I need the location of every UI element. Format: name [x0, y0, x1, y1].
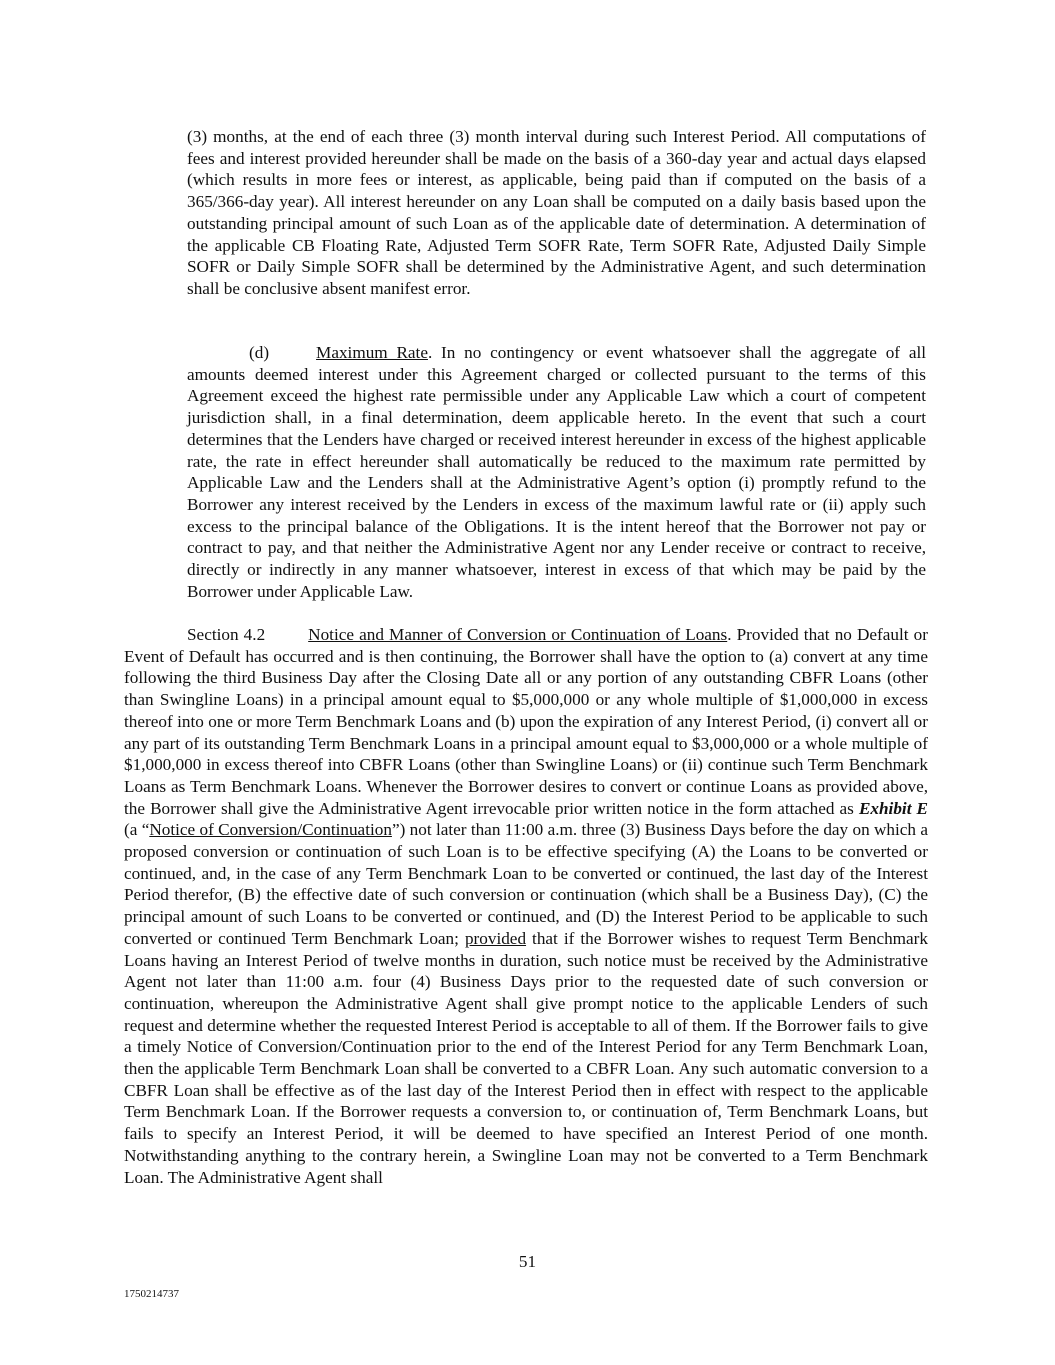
section-body-part-2: (a “	[124, 820, 150, 840]
section-body-part-3: ”) not later than 11:00 a.m. three (3) Business Days before the day on which a proposed conversion or continuation of such Loan is to be effective specifying (A) the Loans to be converted or continued, and, in the case of any Term Benchmark Loan to be converted or continued, the last day of the Interest Period therefor, (B) the effective date of such conversion or continuation (which shall be a Business Day), (C) the principal amount of such Loans to be converted or continued, and (D) the Interest Period to be applicable to such converted or continued Term Benchmark Loan;	[124, 820, 928, 948]
page-number: 51	[518, 1252, 537, 1271]
paragraph-interest-computation: (3) months, at the end of each three (3) month interval during such Interest Period. All computations of fees and interest provided hereunder shall be made on the basis of a 360-day year and actual days elapsed (which results in more fees or interest, as applicable, being paid than if computed on the basis of a 365/366-day year). All interest hereunder on any Loan shall be computed on a daily basis based upon the outstanding principal amount of such Loan as of the applicable date of determination. A determination of the applicable CB Floating Rate, Adjusted Term SOFR Rate, Term SOFR Rate, Adjusted Daily Simple SOFR or Daily Simple SOFR shall be determined by the Administrative Agent, and such determination shall be conclusive absent manifest error.	[187, 127, 926, 298]
defined-term: Notice of Conversion/Continuation	[149, 820, 392, 840]
section-body-part-4: that if the Borrower wishes to request Term Benchmark Loans having an Interest Period of twelve months in duration, such notice must be received by the Administrative Agent not later than 11:00 a.m. four (4) Business Days prior to the requested date of such conversion or continuation, whereupon the Administrative Agent shall give prompt notice to the applicable Lenders of such request and determine whether the requested Interest Period is acceptable to all of them. If the Borrower fails to give a timely Notice of Conversion/Continuation prior to the end of the Interest Period for any Term Benchmark Loan, then the applicable Term Benchmark Loan shall be converted to a CBFR Loan. Any such automatic conversion to a CBFR Loan shall be effective as of the last day of the Interest Period then in effect with respect to the applicable Term Benchmark Loan. If the Borrower requests a conversion to, or continuation of, Term Benchmark Loans, but fails to specify an Interest Period, it will be deemed to have specified an Interest Period of one month. Notwithstanding anything to the contrary herein, a Swingline Loan may not be converted to a Term Benchmark Loan. The Administrative Agent shall	[124, 928, 928, 1187]
section-4-2-paragraph	[124, 624, 928, 1188]
subsection-body: . In no contingency or event whatsoever shall the aggregate of all amounts deemed interest under this Agreement charged or collected pursuant to the terms of this Agreement exceed the highest rate permissible under any Applicable Law which a court of competent jurisdiction shall, in a final determination, deem applicable hereto. In the event that such a court determines that the Lenders have charged or received interest hereunder in excess of the highest applicable rate, the rate in effect hereunder shall automatically be reduced to the maximum rate permitted by Applicable Law and the Lenders shall at the Administrative Agent’s option (i) promptly refund to the Borrower any interest received by the Lenders in excess of the maximum lawful rate or (ii) apply such excess to the principal balance of the Obligations. It is the intent hereof that the Borrower not pay or contract to pay, and that neither the Administrative Agent nor any Lender receive or contract to receive, directly or indirectly in any manner whatsoever, interest in excess of that which may be paid by the Borrower under Applicable Law.	[187, 343, 927, 601]
section-heading: Notice and Manner of Conversion or Continuation of Loans	[308, 625, 728, 644]
document-id: 1750214737	[124, 1288, 179, 1300]
section-label: Section 4.2	[187, 625, 266, 644]
section-body-part-1: . Provided that no Default or Event of Default has occurred and is then continuing, the Borrower shall have the option to (a) convert at any time following the third Business Day after the Closing Date all or any portion of any outstanding CBFR Loans (other than Swingline Loans) in a principal amount equal to $5,000,000 or any whole multiple of $1,000,000 in excess thereof into one or more Term Benchmark Loans and (b) upon the expiration of any Interest Period, (i) convert all or any part of its outstanding Term Benchmark Loans in a principal amount equal to $3,000,000 or a whole multiple of $1,000,000 in excess thereof into CBFR Loans (other than Swingline Loans) or (ii) continue such Term Benchmark Loans as Term Benchmark Loans. Whenever the Borrower desires to convert or continue Loans as provided above, the Borrower shall give the Administrative Agent irrevocable prior written notice in the form attached as	[124, 625, 928, 818]
proviso-term: provided	[464, 928, 527, 948]
subsection-label: (d)	[249, 343, 270, 362]
subsection-heading: Maximum Rate	[316, 343, 428, 362]
paragraph-maximum-rate	[187, 342, 926, 602]
exhibit-reference: Exhibit E	[858, 798, 929, 818]
